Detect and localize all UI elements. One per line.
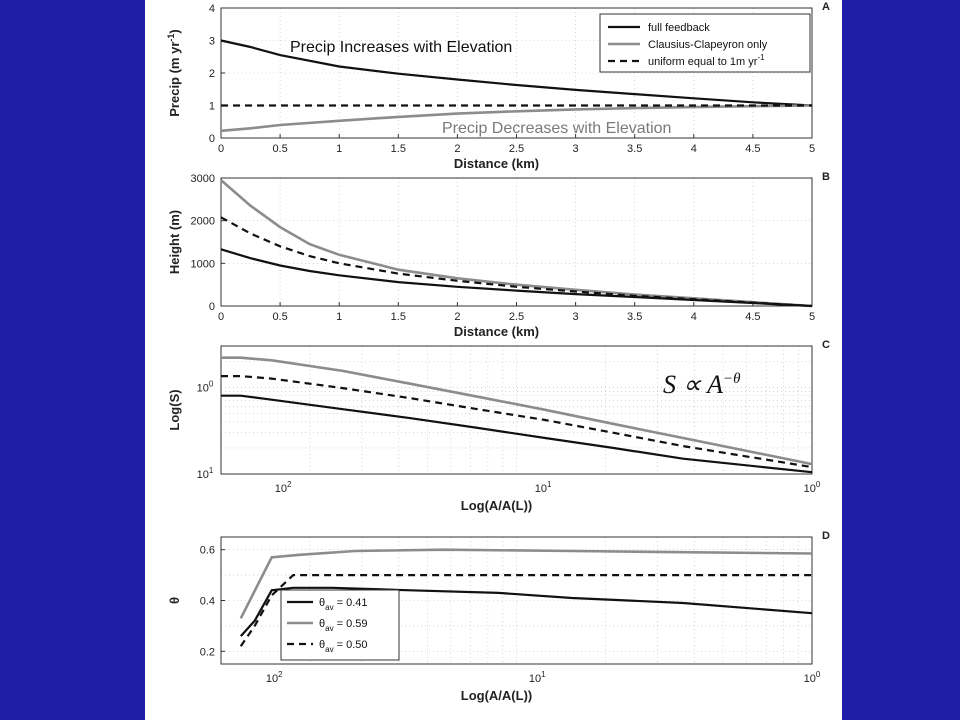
x-tick-label: $10^1$: [528, 670, 546, 685]
legend-entry: full feedback: [648, 22, 710, 34]
x-tick-label: $10^1$: [534, 480, 552, 495]
x-tick-label: 2.5: [508, 311, 525, 323]
y-axis-label: θ: [167, 596, 182, 605]
panel-label: A: [822, 1, 830, 13]
legend-entry: $\theta_{av} = 0.41$: [319, 597, 368, 612]
x-axis-label: Distance (km): [453, 156, 540, 171]
panel-label: C: [822, 339, 830, 351]
x-tick-label: 1: [336, 143, 343, 155]
panel-b: [167, 178, 812, 306]
y-axis-label: Log(S): [167, 389, 182, 431]
y-tick-label: $10^1$: [196, 466, 214, 481]
x-tick-label: 3.5: [627, 311, 643, 323]
panel-a: [166, 8, 812, 138]
x-tick-label: 4: [690, 143, 697, 155]
x-tick-label: 5: [808, 311, 816, 323]
x-tick-label: 0: [217, 311, 225, 323]
y-tick-label: 2000: [190, 215, 215, 228]
annotation-increases: Precip Increases with Elevation: [290, 39, 513, 56]
x-axis-label: Log(A/A(L)): [460, 498, 533, 513]
x-tick-label: 0.5: [272, 311, 288, 323]
formula-label: $S \propto A^{-\theta}$: [663, 370, 741, 399]
x-tick-label: 4.5: [745, 311, 761, 323]
x-axis-label: Distance (km): [453, 324, 540, 339]
annotation-decreases: Precip Decreases with Elevation: [442, 120, 672, 137]
y-tick-label: 0.2: [199, 646, 215, 659]
panel-d: [167, 537, 812, 664]
x-tick-label: 1: [336, 311, 343, 323]
x-tick-label: 3: [572, 143, 579, 155]
y-tick-label: 3000: [190, 173, 215, 185]
x-tick-label: 4: [690, 311, 697, 323]
y-tick-label: 4: [208, 3, 215, 15]
y-tick-label: 0.6: [199, 544, 215, 557]
figure-svg: [145, 0, 842, 720]
y-tick-label: $10^0$: [196, 379, 214, 395]
y-axis-label: Precip (m $yr^{-1}$): [166, 29, 182, 117]
x-tick-label: $10^2$: [274, 480, 292, 495]
legend-entry: uniform equal to 1m $yr^{-1}$: [648, 53, 765, 68]
x-tick-label: 2: [454, 311, 461, 323]
x-tick-label: 2.5: [508, 143, 525, 155]
x-tick-label: 4.5: [745, 143, 761, 155]
legend-entry: Clausius-Clapeyron only: [648, 39, 768, 51]
y-axis-label: Height (m): [167, 209, 182, 275]
x-tick-label: 3.5: [627, 143, 643, 155]
x-axis-label: Log(A/A(L)): [460, 688, 533, 703]
series-line: [221, 249, 812, 306]
x-tick-label: 2: [454, 143, 461, 155]
legend-entry: $\theta_{av} = 0.59$: [319, 618, 368, 633]
x-tick-label: $10^2$: [265, 670, 283, 685]
y-tick-label: 1: [208, 100, 215, 113]
y-tick-label: 3: [208, 35, 215, 48]
x-tick-label: 5: [808, 143, 816, 155]
x-tick-label: 1.5: [390, 311, 406, 323]
series-line: [221, 396, 812, 473]
y-tick-label: 0: [208, 301, 215, 313]
figure-panel: [145, 0, 842, 720]
x-tick-label: $10^0$: [803, 480, 821, 495]
panel-c: [167, 346, 812, 474]
legend-entry: $\theta_{av} = 0.50$: [319, 639, 368, 654]
panel-label: B: [822, 171, 830, 183]
y-tick-label: 0: [208, 133, 215, 145]
x-tick-label: $10^0$: [803, 670, 821, 685]
y-tick-label: 2: [208, 68, 215, 80]
x-tick-label: 1.5: [390, 143, 406, 155]
x-tick-label: 0.5: [272, 143, 288, 155]
y-tick-label: 0.4: [199, 595, 215, 608]
panel-label: D: [822, 530, 830, 542]
y-tick-label: 1000: [190, 258, 215, 271]
x-tick-label: 3: [572, 311, 579, 323]
x-tick-label: 0: [217, 143, 225, 155]
